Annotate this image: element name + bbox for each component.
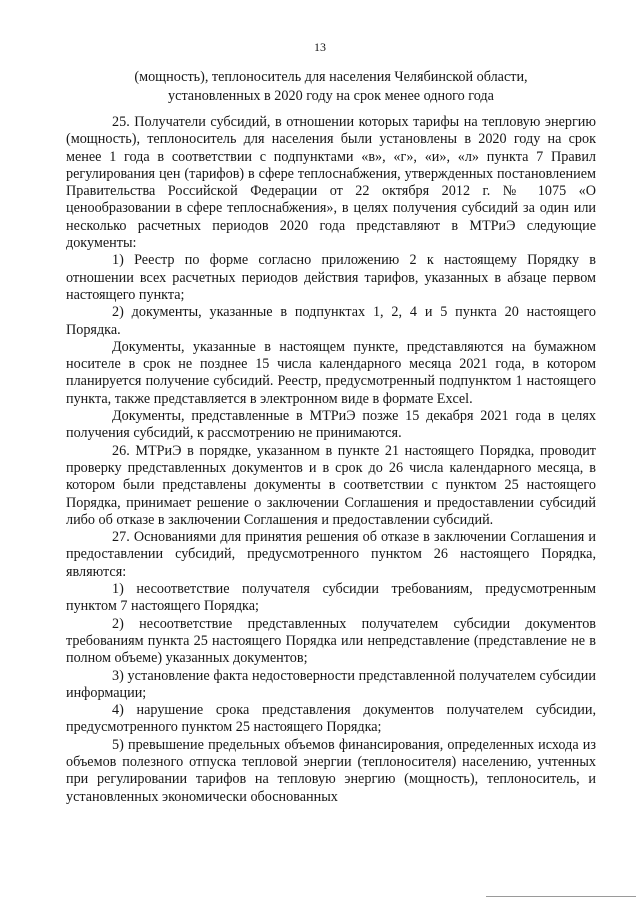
section-heading [66,68,596,106]
section-heading-line-2: установленных в 2020 году на срок менее одного года [168,88,494,104]
paragraph-25-item-2: 2) документы, указанные в подпунктах 1, 2, 4 и 5 пункта 20 настоящего Порядка. [66,304,596,338]
paragraph-27-item-3: 3) установление факта недостоверности представленной получателем субсидии информации; [66,667,596,701]
bottom-divider [486,896,636,897]
paragraph-27: 27. Основаниями для принятия решения об отказе в заключении Соглашения и предоставлении субсидий, предусмотренного пунктом 26 настоящего Порядка, являются: [66,529,596,580]
paragraph-27-item-4: 4) нарушение срока представления документов получателем субсидии, предусмотренного пунктом 25 настоящего Порядка; [66,702,596,736]
paragraph-27-item-2: 2) несоответствие представленных получателем субсидии документов требованиям пункта 25 настоящего Порядка или непредставление (представление не в полном объеме) указанных документов; [66,615,596,667]
paragraph-26: 26. МТРиЭ в порядке, указанном в пункте 21 настоящего Порядка, проводит проверку представленных документов и в срок до 26 числа календарного месяца, в котором были представлены документы в соответствии с пунктом 25 настоящего Порядка, принимает решение о заключении Соглашения и предоставлении субсидий либо об отказе в заключении Соглашения и предоставлении субсидий. [66,442,596,528]
paragraph-25-documents-note: Документы, указанные в настоящем пункте, представляются на бумажном носителе в срок не позднее 15 числа календарного месяца 2021 года, в котором планируется получение субсидий. Реестр, предусмотренный подпунктом 1 настоящего пункта, также представляется в электронном виде в формате Excel. [66,338,596,407]
paragraph-25-item-1: 1) Реестр по форме согласно приложению 2 к настоящему Порядку в отношении всех расчетных периодов действия тарифов, указанных в абзаце первом настоящего пункта; [66,252,596,303]
section-heading-line-1: (мощность), теплоноситель для населения Челябинской области, [134,69,528,85]
page-number: 13 [314,40,326,54]
paragraph-25: 25. Получатели субсидий, в отношении которых тарифы на тепловую энергию (мощность), теплоноситель для населения были установлены в 2020 году на срок менее 1 года в соответствии с подпунктами «в», «г», «и», «л» пункта 7 Правил регулирования цен (тарифов) в сфере теплоснабжения, утвержденных постановлением Правительства Российской Федерации от 22 октября 2012 г. № 1075 «О ценообразовании в сфере теплоснабжения», в целях получения субсидий за один или несколько расчетных периодов 2020 года представляют в МТРиЭ следующие документы: [66,114,596,252]
paragraph-27-item-5: 5) превышение предельных объемов финансирования, определенных исхода из объемов полезного отпуска тепловой энергии (теплоносителя) населению, учтенных при регулировании тарифов на тепловую энергию (мощность), теплоноситель, и установленных экономически обоснованных [66,736,596,805]
paragraph-25-deadline-note: Документы, представленные в МТРиЭ позже 15 декабря 2021 года в целях получения субсидий, к рассмотрению не принимаются. [66,408,596,442]
document-body [66,114,596,806]
paragraph-27-item-1: 1) несоответствие получателя субсидии требованиям, предусмотренным пунктом 7 настоящего Порядка; [66,581,596,615]
